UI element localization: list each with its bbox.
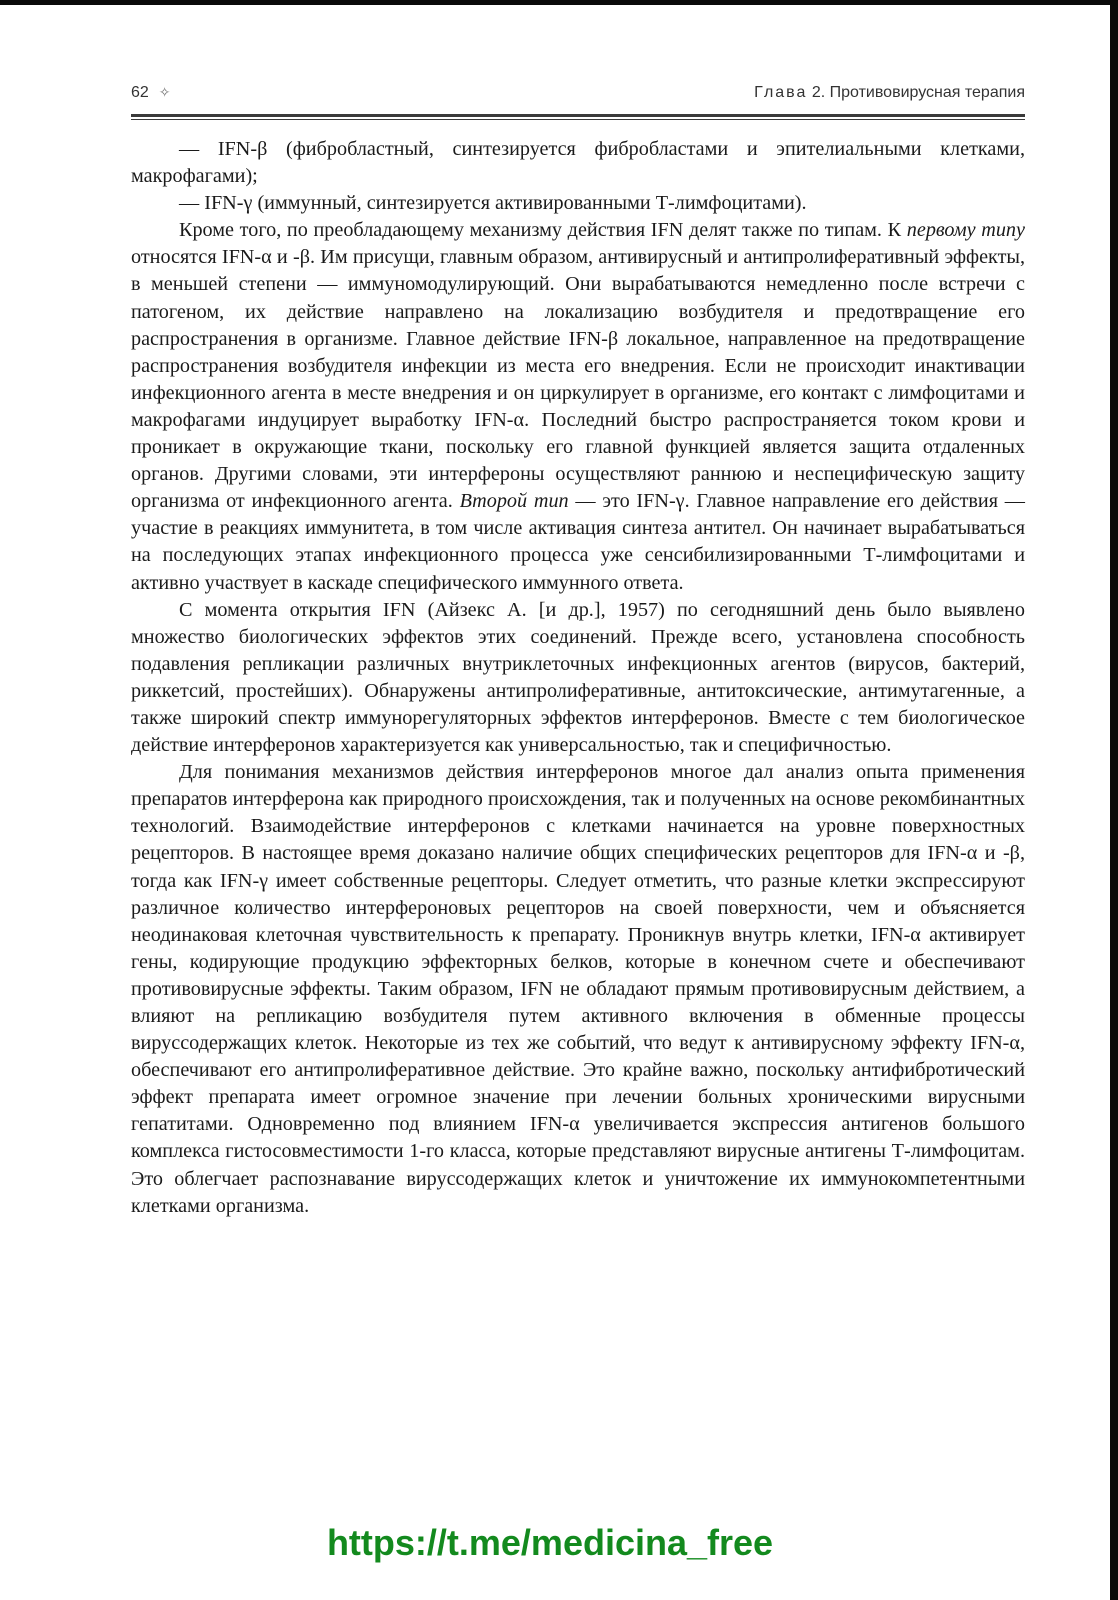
header-divider bbox=[131, 114, 1025, 120]
chapter-label: Глава bbox=[754, 84, 808, 101]
page-number: 62 bbox=[131, 84, 149, 101]
paragraph-ifn-beta: — IFN-β (фибробластный, синтезируется фибробластами и эпителиальными клетками, макрофагами); bbox=[131, 138, 1025, 188]
paragraph-ifn-mechanisms: Для понимания механизмов действия интерферонов многое дал анализ опыта применения препаратов интерферона как природного происхождения, так и полученных на основе рекомбинантных технологий. Взаимодействие интерферонов с клетками начинается на уровне поверхностных рецепторов. В настоящее время доказано наличие общих специфических рецепторов для IFN-α и -β, тогда как IFN-γ имеет собственные рецепторы. Следует отметить, что разные клетки экспрессируют различное количество интерфероновых рецепторов на своей поверхности, чем и объясняется неодинаковая клеточная чувствительность к препарату. Проникнув внутрь клетки, IFN-α активирует гены, кодирующие продукцию эффекторных белков, которые в конечном счете и обеспечивают противовирусные эффекты. Таким образом, IFN не обладают прямым противовирусным действием, а влияют на репликацию возбудителя путем активного включения в обменные процессы вируссодержащих клеток. Некоторые из тех же событий, что ведут к антивирусному эффекту IFN-α, обеспечивают его антипролиферативное действие. Это крайне важно, поскольку антифибротический эффект препарата имеет огромное значение при лечении больных хроническими вирусными гепатитами. Одновременно под влиянием IFN-α увеличивается экспрессия антигенов большого комплекса гистосовместимости 1-го класса, которые представляют вирусные антигены Т-лимфоцитам. Это облегчает распознавание вируссодержащих клеток и уничтожение их иммунокомпетентными клетками организма. bbox=[131, 761, 1025, 1217]
paragraph-ifn-gamma: — IFN-γ (иммунный, синтезируется активированными Т-лимфоцитами). bbox=[179, 192, 807, 215]
paragraph-ifn-types bbox=[131, 217, 1025, 596]
text-span: — это IFN-γ. Главное направление его действия — участие в реакциях иммунитета, в том числе активация синтеза антител. Он начинает вырабатываться на последующих этапах инфекционного процесса уже сенсибилизированными Т-лимфоцитами и активно участвует в каскаде специфического иммунного ответа. bbox=[131, 490, 1025, 594]
page-body bbox=[131, 136, 1025, 1220]
text-span: относятся IFN-α и -β. Им присущи, главным образом, антивирусный и антипролиферативный эффекты, в меньшей степени — иммуномодулирующий. Они вырабатываются немедленно после встречи с патогеном, их действие направлено на локализацию возбудителя и предотвращение его распространения в организме. Главное действие IFN-β локальное, направленное на предотвращение распространения возбудителя инфекции из места его внедрения. Если не происходит инактивации инфекционного агента в месте внедрения и он циркулирует в организме, его контакт с лимфоцитами и макрофагами индуцирует выработку IFN-α. Последний быстро распространяется током крови и проникает в окружающие ткани, поскольку его главной функцией является защита отдаленных органов. Другими словами, эти интерфероны осуществляют раннюю и неспецифическую защиту организма от инфекционного агента. bbox=[131, 246, 1025, 513]
window-right-border bbox=[1110, 0, 1118, 1600]
window-top-border bbox=[0, 0, 1118, 5]
book-page bbox=[131, 84, 1025, 1220]
diamond-ornament-icon: ✧ bbox=[158, 84, 171, 100]
paragraph-ifn-discovery: С момента открытия IFN (Айзекс А. [и др.], 1957) по сегодняшний день было выявлено множество биологических эффектов этих соединений. Прежде всего, установлена способность подавления репликации различных внутриклеточных инфекционных агентов (вирусов, бактерий, риккетсий, простейших). Обнаружены антипролиферативные, антитоксические, антимутагенные, а также широкий спектр иммунорегуляторных эффектов интерферонов. Вместе с тем биологическое действие интерферонов характеризуется как универсальностью, так и специфичностью. bbox=[131, 598, 1025, 757]
telegram-link[interactable]: https://t.me/medicina_free bbox=[326, 1522, 774, 1563]
chapter-heading bbox=[754, 84, 1025, 102]
emphasis-second-type: Второй тип bbox=[459, 490, 569, 513]
running-header bbox=[131, 84, 1025, 106]
text-span: Кроме того, по преобладающему механизму действия IFN делят также по типам. К bbox=[179, 219, 907, 242]
chapter-title: 2. Противовирусная терапия bbox=[811, 84, 1025, 101]
emphasis-first-type: первому типу bbox=[906, 219, 1025, 242]
page-number-group bbox=[131, 84, 171, 102]
